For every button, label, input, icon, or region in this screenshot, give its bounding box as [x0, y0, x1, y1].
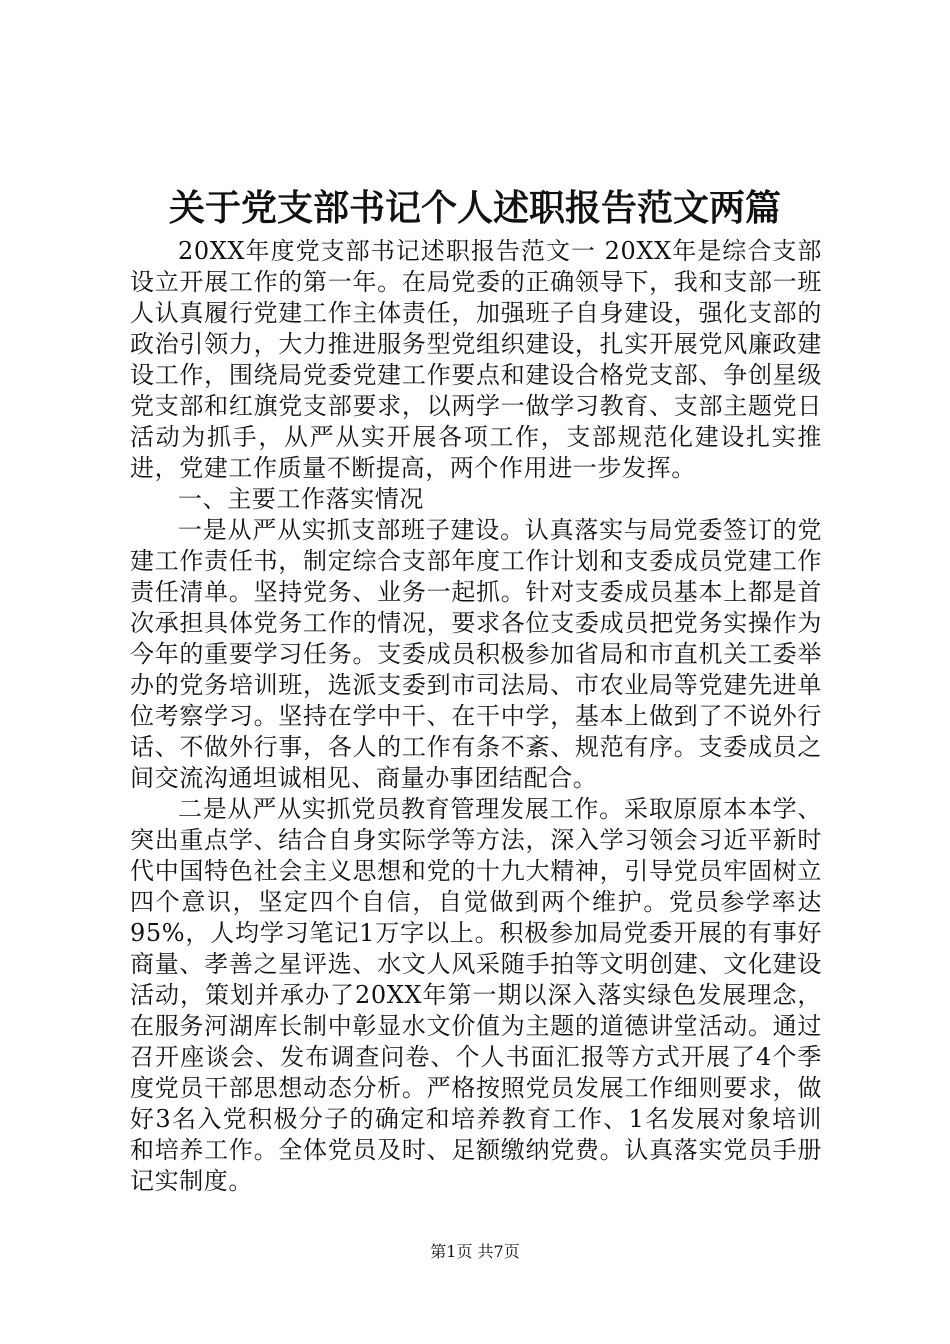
paragraph-point-two: 二是从严从实抓党员教育管理发展工作。采取原原本本学、突出重点学、结合自身实际学等方法，深入学习领会习近平新时代中国特色社会主义思想和党的十九大精神，引导党员牢固树立四个意识，坚定四个自信，自觉做到两个维护。党员参学率达95%，人均学习笔记1万字以上。积极参加局党委开展的有事好商量、孝善之星评选、水文人风采随手拍等文明创建、文化建设活动，策划并承办了20XX年第一期以深入落实绿色发展理念，在服务河湖库长制中彰显水文价值为主题的道德讲堂活动。通过召开座谈会、发布调查问卷、个人书面汇报等方式开展了4个季度党员干部思想动态分析。严格按照党员发展工作细则要求，做好3名入党积极分子的确定和培养教育工作、1名发展对象培训和培养工作。全体党员及时、足额缴纳党费。认真落实党员手册记实制度。 [130, 795, 822, 1195]
paragraph-intro: 20XX年度党支部书记述职报告范文一 20XX年是综合支部设立开展工作的第一年。在局党委的正确领导下，我和支部一班人认真履行党建工作主体责任，加强班子自身建设，强化支部的政治引领力，大力推进服务型党组织建设，扎实开展党风廉政建设工作，围绕局党委党建工作要点和建设合格党支部、争创星级党支部和红旗党支部要求，以两学一做学习教育、支部主题党日活动为抓手，从严从实开展各项工作，支部规范化建设扎实推进，党建工作质量不断提高，两个作用进一步发挥。 [130, 237, 822, 482]
document-title: 关于党支部书记个人述职报告范文两篇 [168, 187, 781, 229]
paragraph-point-one: 一是从严从实抓支部班子建设。认真落实与局党委签订的党建工作责任书，制定综合支部年度工作计划和支委成员党建工作责任清单。坚持党务、业务一起抓。针对支委成员基本上都是首次承担具体党务工作的情况，要求各位支委成员把党务实操作为今年的重要学习任务。支委成员积极参加省局和市直机关工委举办的党务培训班，选派支委到市司法局、市农业局等党建先进单位考察学习。坚持在学中干、在干中学，基本上做到了不说外行话、不做外行事，各人的工作有条不紊、规范有序。支委成员之间交流沟通坦诚相见、商量办事团结配合。 [130, 516, 822, 792]
page-footer: 第1页 共7页 [430, 1242, 520, 1261]
document-body [130, 236, 822, 1197]
section-heading: 一、主要工作落实情况 [178, 485, 424, 513]
